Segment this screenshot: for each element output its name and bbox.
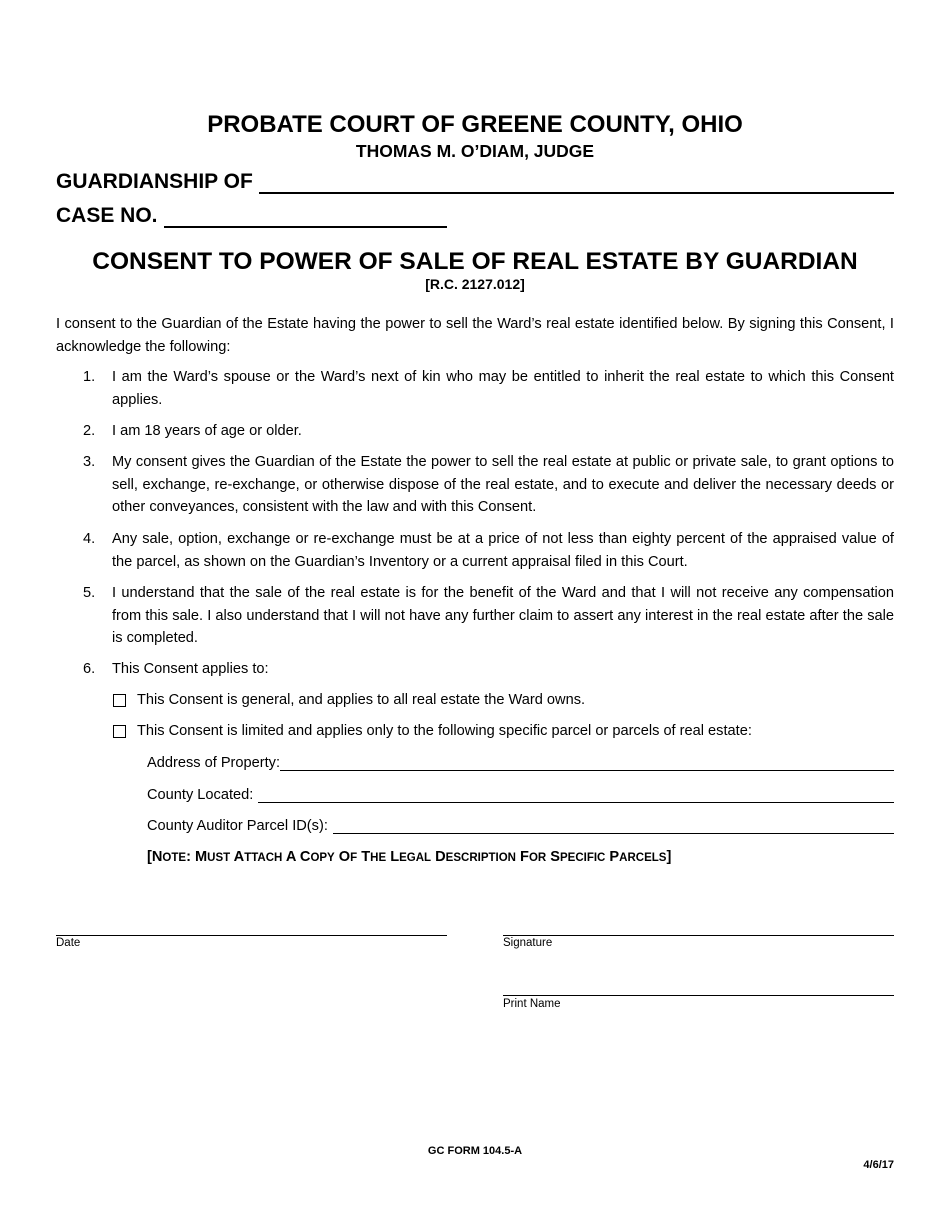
guardianship-input[interactable] xyxy=(259,170,894,194)
legal-description-note: [NOTE: MUST ATTACH A COPY OF THE LEGAL DESCRIPTION FOR SPECIFIC PARCELS] xyxy=(147,849,672,865)
item-text: Any sale, option, exchange or re-exchange must be at a price of not less than eighty percent of the appraised value of the parcel, as shown on the Guardian’s Inventory or a current appraisal filed in this Court. xyxy=(112,531,894,570)
item-number: 4. xyxy=(83,531,96,547)
date-label: Date xyxy=(56,937,81,949)
county-located-input[interactable] xyxy=(258,786,894,803)
case-number-row xyxy=(56,204,447,228)
parcel-id-label: County Auditor Parcel ID(s): xyxy=(147,818,328,834)
parcel-id-row xyxy=(147,817,894,834)
item-text: I am 18 years of age or older. xyxy=(112,423,302,439)
case-number-label: CASE NO. xyxy=(56,204,158,227)
form-title: CONSENT TO POWER OF SALE OF REAL ESTATE BY GUARDIAN xyxy=(92,248,858,275)
item-number: 6. xyxy=(83,661,96,677)
revision-date: 4/6/17 xyxy=(863,1159,894,1171)
property-address-label: Address of Property: xyxy=(147,755,281,771)
general-consent-checkbox[interactable] xyxy=(113,694,126,707)
form-number: GC FORM 104.5-A xyxy=(427,1145,523,1157)
guardianship-label: GUARDIANSHIP OF xyxy=(56,170,253,193)
general-consent-label: This Consent is general, and applies to all real estate the Ward owns. xyxy=(137,692,586,708)
case-number-input[interactable] xyxy=(164,204,447,228)
signature-label: Signature xyxy=(503,937,553,949)
guardianship-row xyxy=(56,170,894,194)
limited-consent-label: This Consent is limited and applies only to the following specific parcel or parcels of real estate: xyxy=(137,723,752,739)
county-located-row xyxy=(147,786,894,803)
statute-reference: [R.C. 2127.012] xyxy=(425,276,525,292)
signature-input-line[interactable] xyxy=(503,935,894,936)
judge-name: THOMAS M. O’DIAM, JUDGE xyxy=(355,141,595,161)
court-title: PROBATE COURT OF GREENE COUNTY, OHIO xyxy=(207,111,743,138)
item-text: I am the Ward’s spouse or the Ward’s next of kin who may be entitled to inherit the real estate to which this Consent applies. xyxy=(112,369,894,408)
print-name-label: Print Name xyxy=(503,998,561,1010)
limited-consent-checkbox[interactable] xyxy=(113,725,126,738)
parcel-id-input[interactable] xyxy=(333,817,894,834)
item-number: 5. xyxy=(83,585,96,601)
item-number: 1. xyxy=(83,369,96,385)
limited-consent-option xyxy=(113,721,752,741)
date-input-line[interactable] xyxy=(56,935,447,936)
item-number: 2. xyxy=(83,423,96,439)
county-located-label: County Located: xyxy=(147,787,254,803)
property-address-input[interactable] xyxy=(280,754,894,771)
general-consent-option xyxy=(113,690,585,710)
property-address-row xyxy=(147,754,894,771)
item-text: This Consent applies to: xyxy=(112,661,269,677)
intro-paragraph: I consent to the Guardian of the Estate having the power to sell the Ward’s real estate identified below. By signing this Consent, I acknowledge the following: xyxy=(56,316,894,355)
print-name-input-line[interactable] xyxy=(503,995,894,996)
item-text: My consent gives the Guardian of the Estate the power to sell the real estate at public or private sale, to grant options to sell, exchange, re-exchange, or otherwise dispose of the real estate, and to execute and deliver the necessary deeds or other conveyances, consistent with the law and with this Consent. xyxy=(112,454,894,515)
item-text: I understand that the sale of the real estate is for the benefit of the Ward and that I will not receive any compensation from this sale. I also understand that I will not have any further claim to assert any interest in the real estate after the sale is completed. xyxy=(112,585,894,646)
item-number: 3. xyxy=(83,454,96,470)
